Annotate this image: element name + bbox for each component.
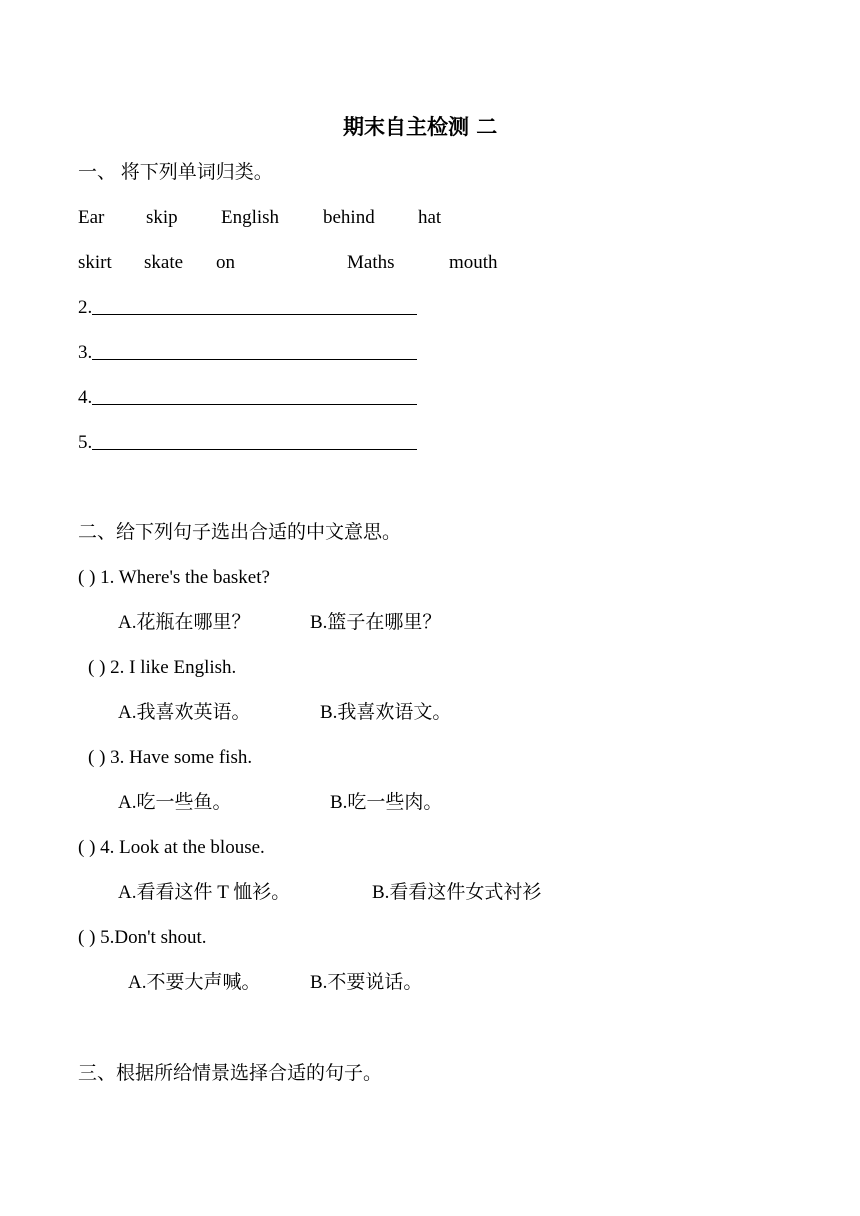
section-2-heading: 二、给下列句子选出合适的中文意思。 — [78, 522, 402, 543]
option-a: A.花瓶在哪里？ — [118, 612, 251, 633]
option-b: B.篮子在哪里？ — [310, 612, 442, 633]
section-1-heading: 一、 将下列单词归类。 — [78, 162, 273, 183]
answer-blank-line[interactable] — [92, 449, 417, 450]
word-item: English — [221, 207, 280, 228]
question-stem: ( ) 4. Look at the blouse. — [78, 837, 265, 858]
question-stem: ( ) 3. Have some fish. — [88, 747, 253, 768]
question-stem: ( ) 2. I like English. — [88, 657, 237, 678]
blank-number: 3. — [78, 342, 93, 363]
option-b: B.吃一些肉。 — [330, 792, 443, 813]
blank-number: 2. — [78, 297, 93, 318]
option-b: B.我喜欢语文。 — [320, 702, 452, 723]
word-item: skate — [144, 252, 184, 273]
word-item: Ear — [78, 207, 105, 228]
option-b: B.看看这件女式衬衫 — [372, 882, 542, 903]
option-b: B.不要说话。 — [310, 972, 423, 993]
word-item: Maths — [347, 252, 395, 273]
word-item: mouth — [449, 252, 498, 273]
word-item: behind — [323, 207, 375, 228]
answer-blank-line[interactable] — [92, 314, 417, 315]
question-stem: ( ) 1. Where's the basket? — [78, 567, 270, 588]
blank-number: 5. — [78, 432, 93, 453]
option-a: A.看看这件 T 恤衫。 — [118, 882, 291, 903]
blank-number: 4. — [78, 387, 93, 408]
word-item: skirt — [78, 252, 112, 273]
page-title: 期末自主检测 二 — [343, 115, 498, 139]
answer-blank-line[interactable] — [92, 359, 417, 360]
word-item: on — [216, 252, 235, 273]
question-stem: ( ) 5.Don't shout. — [78, 927, 207, 948]
section-3-heading: 三、根据所给情景选择合适的句子。 — [78, 1063, 383, 1084]
option-a: A.不要大声喊。 — [128, 972, 261, 993]
word-item: hat — [418, 207, 442, 228]
answer-blank-line[interactable] — [92, 404, 417, 405]
option-a: A.我喜欢英语。 — [118, 702, 251, 723]
option-a: A.吃一些鱼。 — [118, 792, 232, 813]
word-item: skip — [146, 207, 178, 228]
